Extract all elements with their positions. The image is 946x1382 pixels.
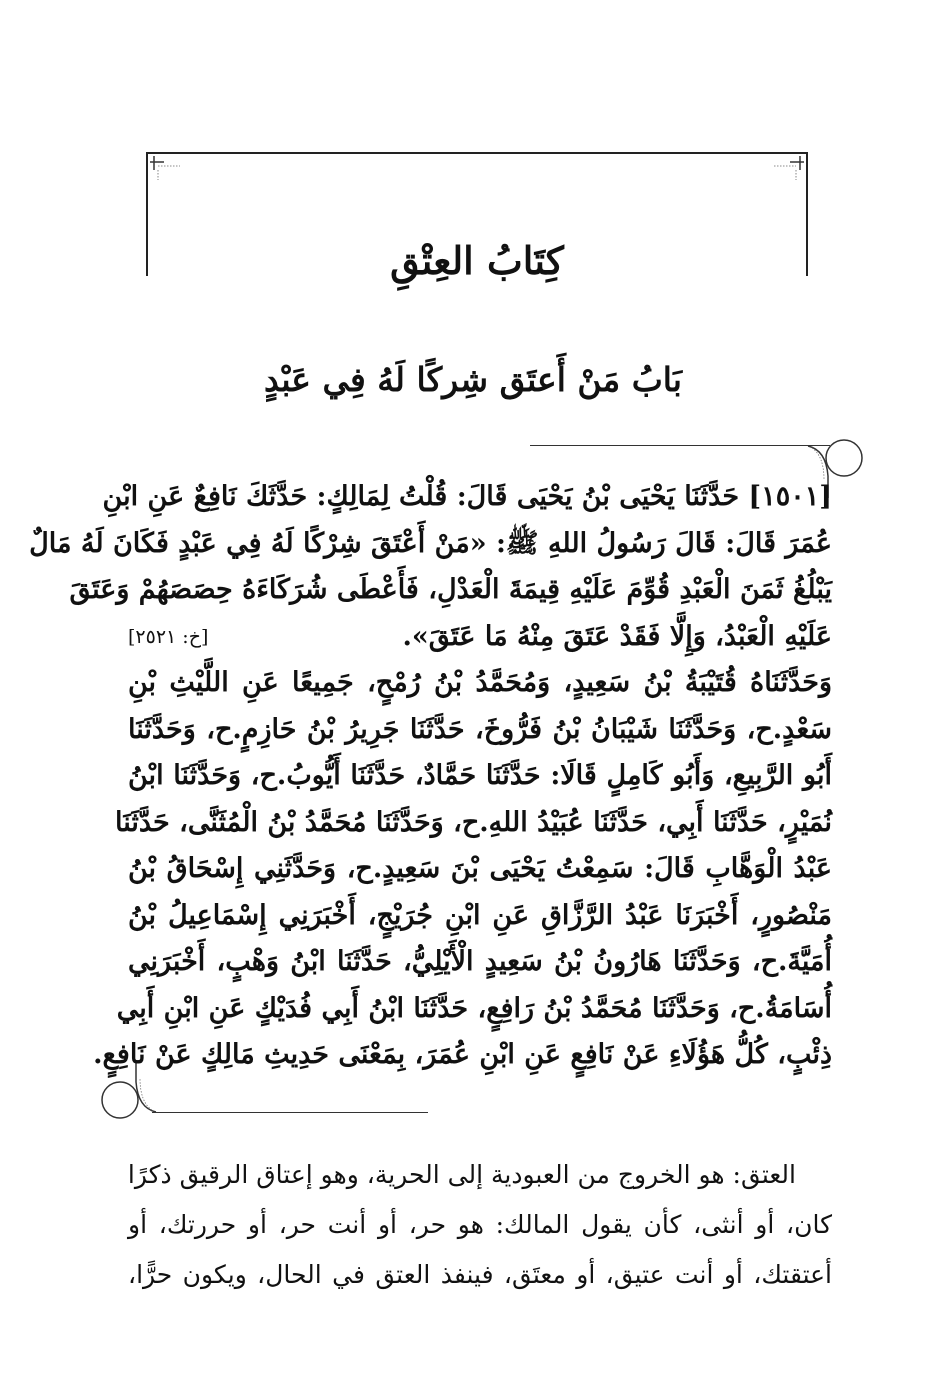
hadith-frame-bottom-rule [152, 1112, 428, 1113]
hadith-line: أُسَامَةُ.ح، وَحَدَّثَنَا مُحَمَّدُ بْنُ رَافِعٍ، حَدَّثَنَا ابْنُ أَبِي فُدَيْكٍ عَنِ ابْنِ أَبِي [116, 992, 832, 1024]
hadith-line: وَحَدَّثَنَاهُ قُتَيْبَةُ بْنُ سَعِيدٍ، وَمُحَمَّدُ بْنُ رُمْحٍ، جَمِيعًا عَنِ اللَّيْثِ بْنِ [128, 667, 832, 698]
hadith-line: عَبْدُ الْوَهَّابِ قَالَ: سَمِعْتُ يَحْيَى بْنَ سَعِيدٍ.ح، وَحَدَّثَنِي إِسْحَاقُ بْنُ [128, 853, 832, 884]
hadith-line: يَبْلُغُ ثَمَنَ الْعَبْدِ قُوِّمَ عَلَيْهِ قِيمَةَ الْعَدْلِ، فَأَعْطَى شُرَكَاءَهُ حِصَصَهُمْ وَعَتَقَ [69, 574, 832, 605]
book-title: كِتَابُ العِتْقِ [390, 238, 564, 283]
hadith-reference: [خ: ٢٥٢١] [128, 625, 209, 648]
hadith-line: أَبُو الرَّبِيعِ، وَأَبُو كَامِلٍ قَالَا: حَدَّثَنَا حَمَّادٌ، حَدَّثَنَا أَيُّوبُ.ح، وَحَدَّثَنَا ابْنُ [128, 760, 832, 791]
book-title-frame [146, 152, 808, 283]
frame-corner-ornament-left [150, 156, 194, 182]
hadith-text-block [29, 474, 832, 1079]
hadith-line: عُمَرَ قَالَ: قَالَ رَسُولُ اللهِ ﷺ: «مَنْ أَعْتَقَ شِرْكًا لَهُ فِي عَبْدٍ فَكَانَ لَهُ مَالٌ [29, 527, 832, 559]
frame-corner-ornament-right [760, 156, 804, 182]
hadith-line: مَنْصُورٍ، أَخْبَرَنَا عَبْدُ الرَّزَّاقِ عَنِ ابْنِ جُرَيْجٍ، أَخْبَرَنِي إِسْمَاعِيلُ بْنُ [128, 899, 832, 931]
commentary-line: أعتقتك، أو أنت عتيق، أو معتَق، فينفذ العتق في الحال، ويكون حرًّا، [128, 1260, 832, 1289]
hadith-line: أُمَيَّةَ.ح، وَحَدَّثَنَا هَارُونُ بْنُ سَعِيدٍ الْأَيْلِيُّ، حَدَّثَنَا ابْنُ وَهْبٍ، أَخْبَرَنِي [128, 946, 832, 977]
hadith-frame-top-rule [530, 445, 830, 446]
commentary-line: كان، أو أنثى، كأن يقول المالك: هو حر، أو أنت حر، أو حررتك، أو [128, 1210, 832, 1239]
commentary-line: العتق: هو الخروج من العبودية إلى الحرية، وهو إعتاق الرقيق ذكرًا [127, 1160, 796, 1189]
commentary-text-block [128, 1150, 832, 1300]
chapter-title: بَابُ مَنْ أَعتَق شِركًا لَهُ فِي عَبْدٍ [264, 360, 682, 399]
hadith-line: عَلَيْهِ الْعَبْدُ، وَإِلَّا فَقَدْ عَتَقَ مِنْهُ مَا عَتَقَ». [402, 620, 832, 652]
hadith-line: [١٥٠١] حَدَّثَنَا يَحْيَى بْنُ يَحْيَى قَالَ: قُلْتُ لِمَالِكٍ: حَدَّثَكَ نَافِعٌ عَنِ ابْنِ [102, 481, 832, 512]
hadith-line-with-reference [128, 614, 832, 661]
hadith-line: نُمَيْرٍ، حَدَّثَنَا أَبِي، حَدَّثَنَا عُبَيْدُ اللهِ.ح، وَحَدَّثَنَا مُحَمَّدُ بْنُ الْمُثَنَّى، حَدَّثَنَا [114, 806, 832, 838]
hadith-line: سَعْدٍ.ح، وَحَدَّثَنَا شَيْبَانُ بْنُ فَرُّوخَ، حَدَّثَنَا جَرِيرُ بْنُ حَازِمٍ.ح، وَحَدَّثَنَا [128, 713, 832, 745]
hadith-line: ذِئْبٍ، كُلُّ هَؤُلَاءِ عَنْ نَافِعٍ عَنِ ابْنِ عُمَرَ، بِمَعْنَى حَدِيثِ مَالِكٍ عَنْ نَافِعٍ. [93, 1039, 832, 1070]
